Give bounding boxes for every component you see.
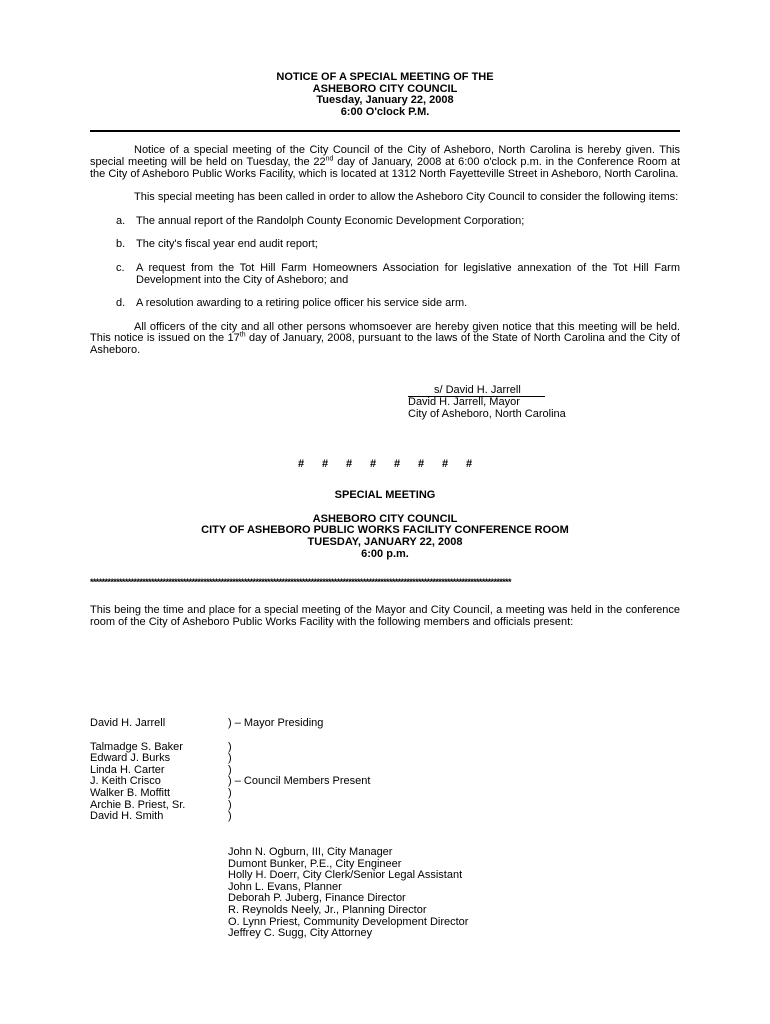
council-row: Linda H. Carter ) — [90, 763, 232, 776]
signature-block — [408, 385, 680, 421]
signature-line: s/ David H. Jarrell — [408, 385, 545, 398]
staff-list — [228, 847, 468, 940]
council-row: Walker B. Moffitt ) — [90, 786, 232, 799]
attendance-roster — [90, 718, 680, 823]
minutes-title-block: ASHEBORO CITY COUNCIL CITY OF ASHEBORO PUBLIC WORKS FACILITY CONFERENCE ROOM TUESDAY, JANUARY 22, 2008 6:00 p.m. — [201, 512, 569, 560]
council-row: Archie B. Priest, Sr. ) — [90, 798, 232, 811]
minutes-intro: This being the time and place for a special meeting of the Mayor and City Council, a meeting was held in the conference room of the City of Asheboro Public Works Facility with the following members and officials present: — [90, 604, 680, 628]
signature-org: City of Asheboro, North Carolina — [408, 407, 566, 420]
staff-item: O. Lynn Priest, Community Development Director — [228, 915, 469, 928]
minutes-heading: SPECIAL MEETING — [334, 489, 436, 502]
notice-header — [90, 72, 680, 118]
agenda-item: a. The annual report of the Randolph County Economic Development Corporation; — [116, 214, 525, 227]
agenda-items — [90, 216, 680, 310]
council-row: Edward J. Burks ) — [90, 752, 232, 765]
staff-item: Deborah P. Juberg, Finance Director — [228, 892, 406, 905]
staff-item: Holly H. Doerr, City Clerk/Senior Legal Assistant — [228, 869, 463, 882]
staff-item: John L. Evans, Planner — [228, 880, 342, 893]
notice-paragraph-2: This special meeting has been called in order to allow the Asheboro City Council to consider the following items: — [134, 191, 679, 204]
asterisk-divider: ************************************************************************************************************************************************* — [90, 577, 511, 588]
staff-item: R. Reynolds Neely, Jr., Planning Director — [228, 903, 427, 916]
notice-paragraph-3: All officers of the city and all other persons whomsoever are hereby given notice that this meeting will be held. This notice is issued on the 17th day of January, 2008, pursuant to the laws of the State of North Carolina and the City of Asheboro. — [90, 320, 680, 356]
header-line-3: Tuesday, January 22, 2008 — [316, 94, 454, 107]
council-row: David H. Smith ) — [90, 810, 232, 823]
staff-item: John N. Ogburn, III, City Manager — [228, 846, 393, 858]
staff-item: Dumont Bunker, P.E., City Engineer — [228, 857, 402, 870]
signature-name: David H. Jarrell, Mayor — [408, 396, 520, 409]
mayor-row: David H. Jarrell ) – Mayor Presiding — [90, 717, 324, 729]
notice-paragraph-1: Notice of a special meeting of the City Council of the City of Asheboro, North Carolina is hereby given. This special meeting will be held on Tuesday, the 22nd day of January, 2008 at 6:00 o'clock p.m. in the Conference Room at the City of Asheboro Public Works Facility, which is located at 1312 North Fayetteville Street in Asheboro, North Carolina. — [90, 144, 680, 180]
header-rule — [90, 130, 680, 132]
header-line-4: 6:00 O'clock P.M. — [340, 105, 430, 118]
agenda-item: b. The city's fiscal year end audit report; — [116, 238, 318, 251]
hash-separator: # # # # # # # # — [297, 458, 473, 471]
council-row: J. Keith Crisco ) – Council Members Present — [90, 775, 371, 788]
agenda-item: c. A request from the Tot Hill Farm Homeowners Association for legislative annexation of the Tot Hill Farm Development into the City of Asheboro; and — [116, 261, 680, 286]
header-line-2: ASHEBORO CITY COUNCIL — [312, 82, 458, 95]
header-line-1: NOTICE OF A SPECIAL MEETING OF THE — [276, 71, 494, 83]
agenda-item: d. A resolution awarding to a retiring police officer his service side arm. — [116, 297, 468, 310]
document-page — [90, 72, 680, 628]
council-row: Talmadge S. Baker ) — [90, 740, 232, 753]
staff-item: Jeffrey C. Sugg, City Attorney — [228, 927, 373, 940]
